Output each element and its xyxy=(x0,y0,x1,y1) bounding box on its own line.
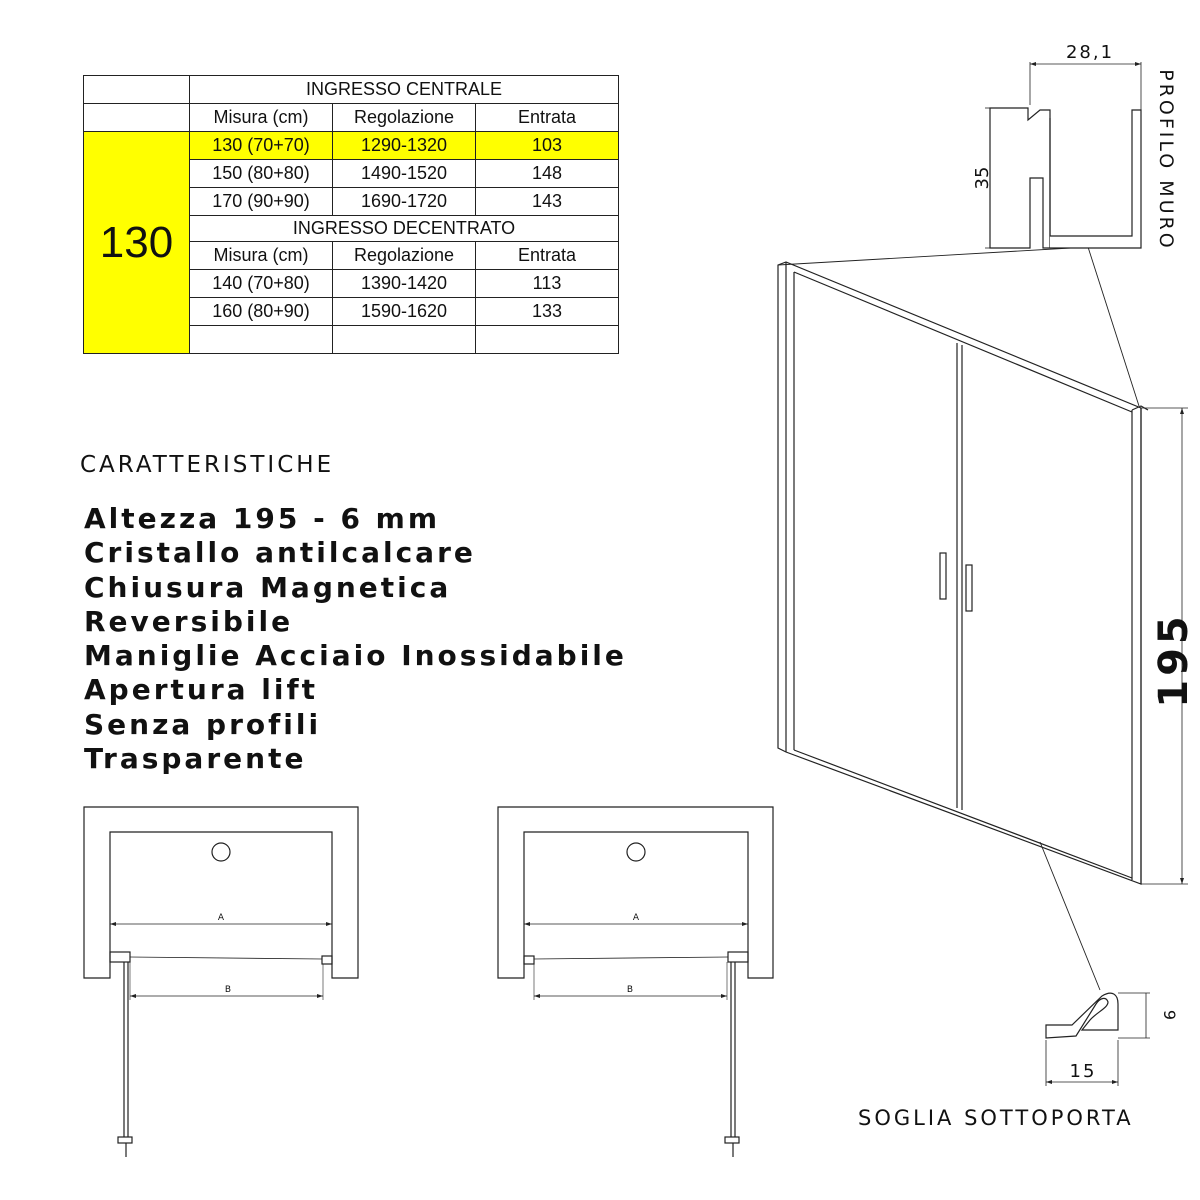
table-cell: 103 xyxy=(476,132,619,160)
feature-item: Chiusura Magnetica xyxy=(84,570,452,604)
column-header: Misura (cm) xyxy=(190,242,333,270)
table-cell: 1590-1620 xyxy=(333,298,476,326)
table-cell: 1290-1320 xyxy=(333,132,476,160)
table-cell: 148 xyxy=(476,160,619,188)
table-cell: 1390-1420 xyxy=(333,270,476,298)
table-cell: 130 (70+70) xyxy=(190,132,333,160)
plan-view-right xyxy=(498,807,773,1157)
column-header: Misura (cm) xyxy=(190,104,333,132)
table-cell: 133 xyxy=(476,298,619,326)
feature-item: Reversibile xyxy=(84,604,294,638)
threshold-section xyxy=(1046,993,1150,1086)
feature-item: Cristallo antilcalcare xyxy=(84,536,476,570)
dimension-a-left: A xyxy=(217,913,225,923)
drain-icon xyxy=(212,843,230,861)
column-header: Regolazione xyxy=(333,104,476,132)
threshold-height-label: 9 xyxy=(1160,1009,1179,1021)
threshold-title: SOGLIA SOTTOPORTA xyxy=(858,1106,1134,1130)
feature-item: Senza profili xyxy=(84,707,322,741)
size-label: 130 xyxy=(84,132,190,354)
feature-item: Trasparente xyxy=(84,742,307,776)
feature-item: Maniglie Acciaio Inossidabile xyxy=(84,639,627,673)
door-height-label: 195 xyxy=(1151,612,1197,708)
drain-icon xyxy=(627,843,645,861)
wall-profile-title: PROFILO MURO xyxy=(1155,69,1177,251)
door-perspective xyxy=(778,247,1188,990)
central-heading: INGRESSO CENTRALE xyxy=(190,76,619,104)
dimension-a-right: A xyxy=(632,913,640,923)
wall-profile-section xyxy=(985,62,1141,248)
feature-item: Apertura lift xyxy=(84,673,319,707)
table-cell: 113 xyxy=(476,270,619,298)
plan-view-left xyxy=(84,807,358,1157)
profile-width-label: 28,1 xyxy=(1065,42,1115,63)
table-cell: 140 (70+80) xyxy=(190,270,333,298)
table-cell: 170 (90+90) xyxy=(190,188,333,216)
column-header: Entrata xyxy=(476,242,619,270)
table-cell: 1690-1720 xyxy=(333,188,476,216)
dimension-b-right: B xyxy=(626,985,634,995)
dimension-b-left: B xyxy=(224,985,232,995)
profile-height-label: 35 xyxy=(972,166,993,190)
column-header: Entrata xyxy=(476,104,619,132)
column-header: Regolazione xyxy=(333,242,476,270)
offset-heading: INGRESSO DECENTRATO xyxy=(190,216,619,242)
feature-item: Altezza 195 - 6 mm xyxy=(84,502,441,535)
table-cell: 150 (80+80) xyxy=(190,160,333,188)
table-cell: 160 (80+90) xyxy=(190,298,333,326)
threshold-width-label: 15 xyxy=(1069,1061,1097,1082)
table-cell: 1490-1520 xyxy=(333,160,476,188)
features-title: CARATTERISTICHE xyxy=(80,452,335,478)
table-cell: 143 xyxy=(476,188,619,216)
